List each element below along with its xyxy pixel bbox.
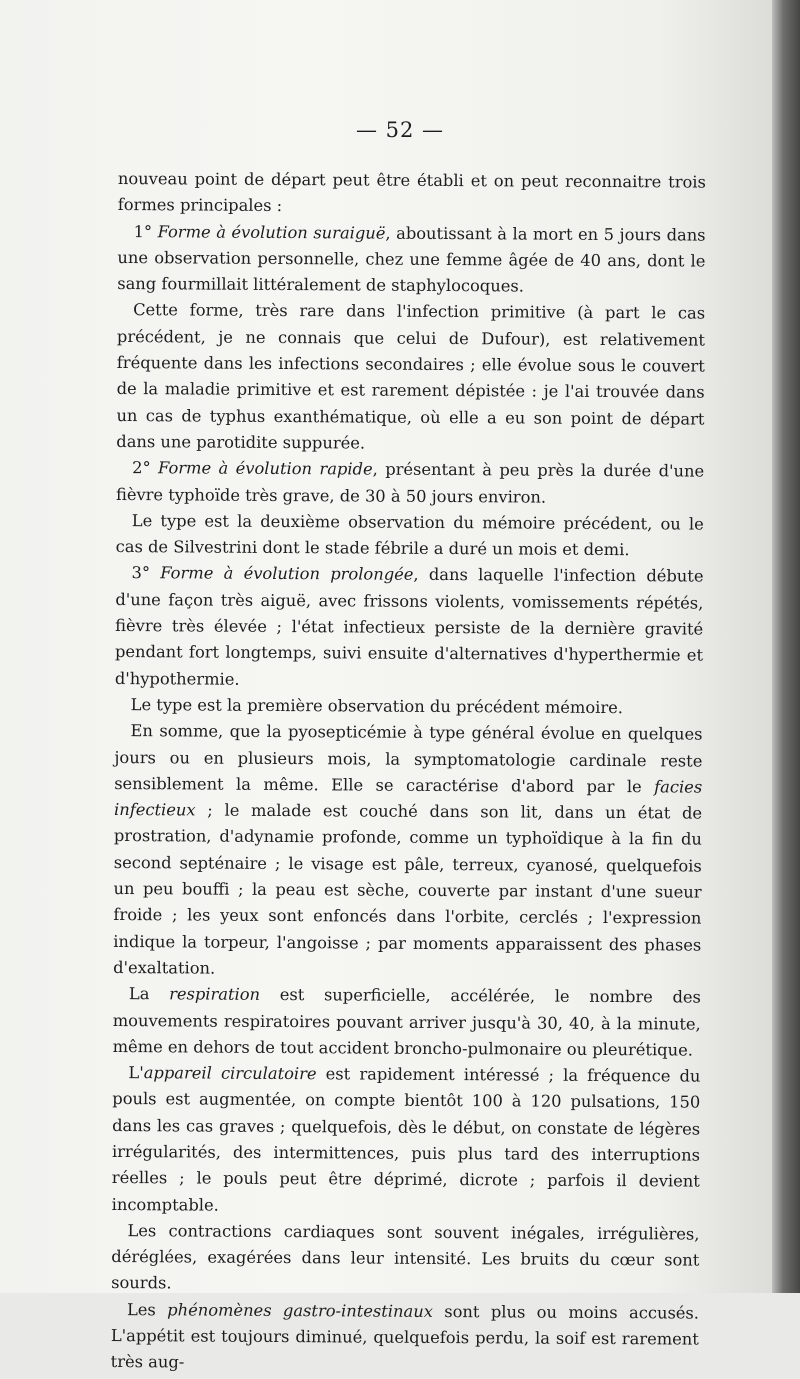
- paragraph-intro: nouveau point de départ peut être établi et on peut reconnaitre trois formes principales :: [117, 168, 706, 216]
- paragraph-appareil-circulatoire: L'appareil circulatoire est rapidement intéressé ; la fréquence du pouls est augmentée, on compte bientôt 100 à 120 pulsations, 150 dans les cas graves ; quelquefois, dès le début, on constate de légères irrégularités, des intermittences, puis plus tard des interruptions réelles ; le pouls peut être déprimé, dicrote ; parfois il devient incomptable.: [111, 1063, 701, 1215]
- term-appareil-circulatoire: appareil circulatoire: [143, 1063, 317, 1084]
- term-forme-suraigue: Forme à évolution suraiguë: [157, 221, 386, 243]
- paragraph-gastro-intestinaux: Les phénomènes gastro-intestinaux sont plus ou moins accusés. L'appétit est toujours diminué, quelquefois perdu, la soif est rarement très aug-: [110, 1299, 700, 1372]
- paragraph-type-premiere: Le type est la première observation du précédent mémoire.: [130, 695, 624, 718]
- term-forme-prolongee: Forme à évolution prolongée: [160, 563, 414, 585]
- term-gastro-intestinaux: phénomènes gastro-intestinaux: [167, 1300, 433, 1321]
- book-gutter-shadow: [772, 0, 800, 1293]
- paragraph-forme-rare: Cette forme, très rare dans l'infection primitive (à part le cas précédent, je ne connais que celui de Dufour), est relativement fréquente dans les infections secondaires ; elle évolue sous le couvert de la maladie primitive et est rarement dépistée : je l'ai trouvée dans un cas de typhus exanthématique, où elle a eu son point de départ dans une parotidite suppurée.: [116, 300, 706, 453]
- term-facies-infectieux: facies infectieux: [114, 777, 703, 820]
- paragraph-respiration: La respiration est superficielle, accélérée, le nombre des mouvements respiratoires pouvant arriver jusqu'à 30, 40, à la minute, même en dehors de tout accident broncho-pulmonaire ou pleurétique.: [112, 984, 701, 1060]
- term-respiration: respiration: [169, 984, 261, 1005]
- paragraph-forme-rapide: 2° Forme à évolution rapide, présentant à peu près la durée d'une fièvre typhoïde très grave, de 30 à 50 jours environ.: [115, 458, 705, 507]
- paragraph-forme-suraigue: 1° Forme à évolution suraiguë, aboutissant à la mort en 5 jours dans une observation personnelle, chez une femme âgée de 40 ans, dont le sang fourmillait littéralement de staphylocoques.: [117, 221, 706, 296]
- paragraph-forme-prolongee: 3° Forme à évolution prolongée, dans laquelle l'infection débute d'une façon très aiguë, avec frissons violents, vomissements répétés, fièvre très élevée ; l'état infectieux persiste de la dernière gravité pendant fort longtemps, suivi ensuite d'alternatives d'hyperthermie et d'hypothermie.: [114, 563, 704, 689]
- paragraph-contractions: Les contractions cardiaques sont souvent inégales, irrégulières, déréglées, exagérées dans leur intensité. Les bruits du cœur sont sourds.: [111, 1220, 700, 1293]
- page-number: — 52 —: [355, 118, 445, 142]
- paragraph-en-somme: En somme, que la pyosepticémie à type général évolue en quelques jours ou en plusieurs mois, la symptomatologie cardinale reste sensiblement la même. Elle se caractérise d'abord par le facies infectieux ; le malade est couché dans son lit, dans un état de prostration, d'adynamie profonde, comme un typhoïdique à la fin du second septénaire ; le visage est pâle, terreux, cyanosé, quelquefois un peu bouffi ; la peau est sèche, couverte par instant d'une sueur froide ; les yeux sont enfoncés dans l'orbite, cerclés ; l'expression indique la torpeur, l'angoisse ; par moments apparaissent des phases d'exaltation.: [113, 721, 703, 978]
- body-text: [111, 166, 706, 1379]
- term-forme-rapide: Forme à évolution rapide: [158, 458, 373, 479]
- paragraph-type-deuxieme: Le type est la deuxième observation du mémoire précédent, ou le cas de Silvestrini dont le stade fébrile a duré un mois et demi.: [115, 510, 704, 560]
